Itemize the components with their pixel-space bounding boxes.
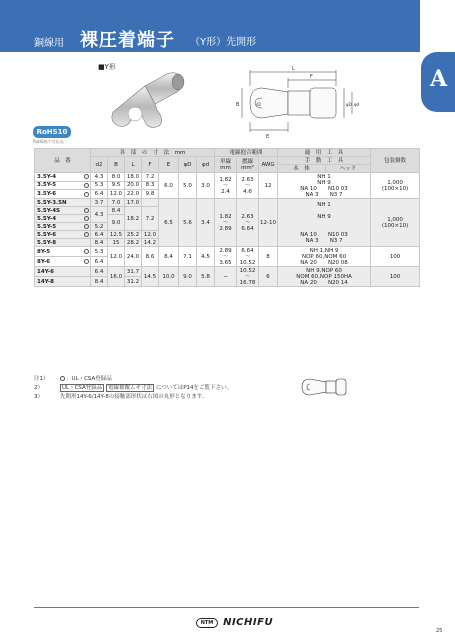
cell-phiD: 5.0 [179, 173, 197, 199]
cell-d2: 5.3 [91, 181, 108, 190]
cell-E: 8.4 [159, 247, 179, 267]
cell-B: 15 [108, 239, 125, 247]
col-tool-sub: 手 動 工 具 [278, 157, 371, 165]
cell-d2: 6.4 [91, 267, 108, 277]
dim-label-phiD: φD [346, 102, 352, 107]
cell-B: 8.4 [108, 207, 125, 215]
col-d2: d2 [91, 157, 108, 173]
cell-F: 14.2 [142, 239, 159, 247]
cell-phid: 3.0 [197, 173, 215, 199]
cell-tools: NH 1 NH 9 NA 10 N10 03 NA 3 N3 7 [278, 173, 371, 199]
dim-label-phid: φd [354, 102, 360, 107]
cell-d2: 6.4 [91, 231, 108, 239]
cell-L: 17.0 [125, 199, 142, 207]
cell-tools: NH 1,NH 9 NOP 60,NOM 60 NA 20 N20 08 [278, 247, 371, 267]
cell-B: 12.0 [108, 190, 125, 199]
cell-B: 9.5 [108, 181, 125, 190]
ul-csa-mark-icon [84, 183, 89, 188]
col-L: L [125, 157, 142, 173]
col-tool-head: ヘッド [326, 165, 371, 173]
col-tools: 適 用 工 具 [278, 149, 371, 157]
cell-stranded: 2.63 〜 4.6 [237, 173, 259, 199]
row-name: 5.5Y-4S [37, 207, 60, 214]
footnote-1: 注1） ：UL・CSA登録品 [34, 376, 112, 382]
spec-table [34, 148, 420, 287]
cell-B: 9.0 [108, 215, 125, 231]
footer-divider [34, 607, 419, 608]
ul-csa-mark-icon [84, 208, 89, 213]
col-single: 単線mm [215, 157, 237, 173]
row-name: 14Y-8 [35, 277, 91, 287]
col-tool-body: 本 体 [278, 165, 326, 173]
ul-csa-mark-icon [60, 376, 65, 381]
cell-L: 28.2 [125, 239, 142, 247]
cell-single: 1.82 〜 2.4 [215, 173, 237, 199]
table-row [35, 267, 420, 277]
ul-csa-mark-icon [84, 232, 89, 237]
col-dims: 各 部 の 寸 法 mm [91, 149, 215, 157]
ul-csa-mark-icon [84, 259, 89, 264]
row-name: 3.5Y-4 [37, 173, 57, 180]
row-name: 5.5Y-5 [37, 223, 57, 230]
cell-d2: 8.4 [91, 277, 108, 287]
cell-B: 12.0 [108, 247, 125, 267]
cell-E: 10.0 [159, 267, 179, 287]
cell-L: 24.0 [125, 247, 142, 267]
cell-F: 7.2 [142, 207, 159, 231]
cell-awg: 8 [259, 247, 278, 267]
page-number: 25 [436, 628, 443, 634]
col-phid: φd [197, 157, 215, 173]
cell-pack: 100 [371, 247, 420, 267]
cell-L: 31.2 [125, 277, 142, 287]
spade-terminal-shape [112, 73, 184, 128]
col-stranded: 撚線mm² [237, 157, 259, 173]
logo-brand: NICHIFU [223, 617, 274, 628]
cell-L: 22.0 [125, 190, 142, 199]
cell-single: − [215, 267, 237, 287]
rohs-note: RoHS指令対応品 [33, 139, 64, 144]
col-awg: AWG [259, 157, 278, 173]
cell-phid: 5.8 [197, 267, 215, 287]
cell-L: 25.2 [125, 231, 142, 239]
cell-single: 1.82 〜 2.89 [215, 199, 237, 247]
logo-mark: NTM [196, 618, 218, 628]
cell-d2: 6.4 [91, 190, 108, 199]
spec-table-head [35, 149, 420, 173]
footnote-2: 2） UL・CSA登録品 電線被覆ムキ寸法 についてはP14をご覧下さい。 [34, 385, 233, 391]
cell-tools: NH 1 NH 9 NA 10 N10 03 NA 3 N3 7 [278, 199, 371, 247]
table-row [35, 173, 420, 182]
dimension-drawing [236, 58, 390, 150]
cell-B: 12.5 [108, 231, 125, 239]
col-pack: 包装個数 [371, 149, 420, 173]
cell-stranded: 2.63 〜 6.64 [237, 199, 259, 247]
cell-L: 31.7 [125, 267, 142, 277]
col-wire-range: 電線抱合範囲 [215, 149, 278, 157]
cell-d2: 5.3 [91, 247, 108, 257]
cell-E: 6.5 [159, 199, 179, 247]
cell-d2: 4.3 [91, 207, 108, 223]
cell-d2: 4.3 [91, 173, 108, 182]
page-title: 裸圧着端子 [80, 30, 175, 51]
footnote-3: 3） 先開形14Y-6/14Y-8の接触部形状は右図の丸形となります。 [34, 394, 208, 400]
cell-F [142, 199, 159, 207]
cell-pack: 100 [371, 267, 420, 287]
row-name: 5.5Y-4 [37, 215, 57, 222]
cell-phiD: 5.6 [179, 199, 197, 247]
company-logo [196, 612, 274, 628]
dim-label-d2: d2 [256, 102, 262, 107]
cell-pack: 1,000 (100×10) [371, 173, 420, 199]
row-name: 3.5Y-5 [37, 182, 57, 189]
cell-phiD: 9.0 [179, 267, 197, 287]
col-F: F [142, 157, 159, 173]
cell-B: 16.0 [108, 267, 125, 287]
cell-phiD: 7.1 [179, 247, 197, 267]
row-name: 8Y-6 [37, 258, 51, 265]
cell-B: 8.0 [108, 173, 125, 182]
rohs-badge: RoHS10 [33, 126, 71, 138]
cell-phid: 4.5 [197, 247, 215, 267]
section-tab[interactable] [421, 52, 455, 112]
col-E: E [159, 157, 179, 173]
ul-csa-mark-icon [84, 174, 89, 179]
footnotes [34, 375, 232, 402]
header-type: （Y形）先開形 [190, 37, 257, 48]
cell-F: 9.8 [142, 190, 159, 199]
cell-awg: 12-10 [259, 199, 278, 247]
dim-label-E: E [266, 134, 270, 140]
col-phiD: φD [179, 157, 197, 173]
col-B: B [108, 157, 125, 173]
cell-L: 20.0 [125, 181, 142, 190]
cell-tools: NH 9,NOP 60 NOM 60,NOP 150HA NA 20 N20 14 [278, 267, 371, 287]
cell-F: 12.0 [142, 231, 159, 239]
terminal-photo [105, 64, 195, 142]
cell-awg: 6 [259, 267, 278, 287]
cell-E: 6.0 [159, 173, 179, 199]
cell-B: 7.0 [108, 199, 125, 207]
cell-F: 7.2 [142, 173, 159, 182]
cell-stranded: 10.52 〜 16.78 [237, 267, 259, 287]
row-name: 8Y-5 [37, 248, 51, 255]
cell-single: 2.89 〜 3.65 [215, 247, 237, 267]
col-hinban: 品 番 [35, 149, 91, 173]
cell-phid: 3.4 [197, 199, 215, 247]
header-subtitle: 銅線用 [34, 38, 64, 49]
row-name: 5.5Y-6 [37, 231, 57, 238]
cell-stranded: 6.64 〜 10.52 [237, 247, 259, 267]
dim-label-L: L [292, 66, 295, 72]
section-tab-label: A [430, 66, 448, 92]
table-row [35, 199, 420, 207]
dim-label-F: F [310, 74, 313, 80]
spec-table-body [35, 173, 420, 287]
ul-csa-mark-icon [84, 249, 89, 254]
ul-csa-mark-icon [84, 224, 89, 229]
cell-L: 18.0 [125, 173, 142, 182]
cell-pack: 1,000 (100×10) [371, 199, 420, 247]
row-name: 14Y-6 [35, 267, 91, 277]
row-name: 3.5Y-6 [37, 191, 57, 198]
cell-d2: 6.4 [91, 257, 108, 267]
cell-d2: 3.7 [91, 199, 108, 207]
cell-F: 8.6 [142, 247, 159, 267]
dim-label-B: B [236, 102, 240, 108]
round-contact-drawing [300, 376, 348, 398]
header-banner [0, 0, 420, 52]
photo-label: ■Y形 [98, 63, 116, 71]
cell-awg: 12 [259, 173, 278, 199]
table-row [35, 247, 420, 257]
cell-F: 8.3 [142, 181, 159, 190]
cell-d2: 8.4 [91, 239, 108, 247]
ul-csa-mark-icon [84, 216, 89, 221]
row-name: 5.5Y-3.5N [35, 199, 91, 207]
row-name: 5.5Y-8 [35, 239, 91, 247]
cell-L: 18.2 [125, 207, 142, 231]
cell-F: 14.5 [142, 267, 159, 287]
cell-d2: 5.2 [91, 223, 108, 231]
ul-csa-mark-icon [84, 192, 89, 197]
